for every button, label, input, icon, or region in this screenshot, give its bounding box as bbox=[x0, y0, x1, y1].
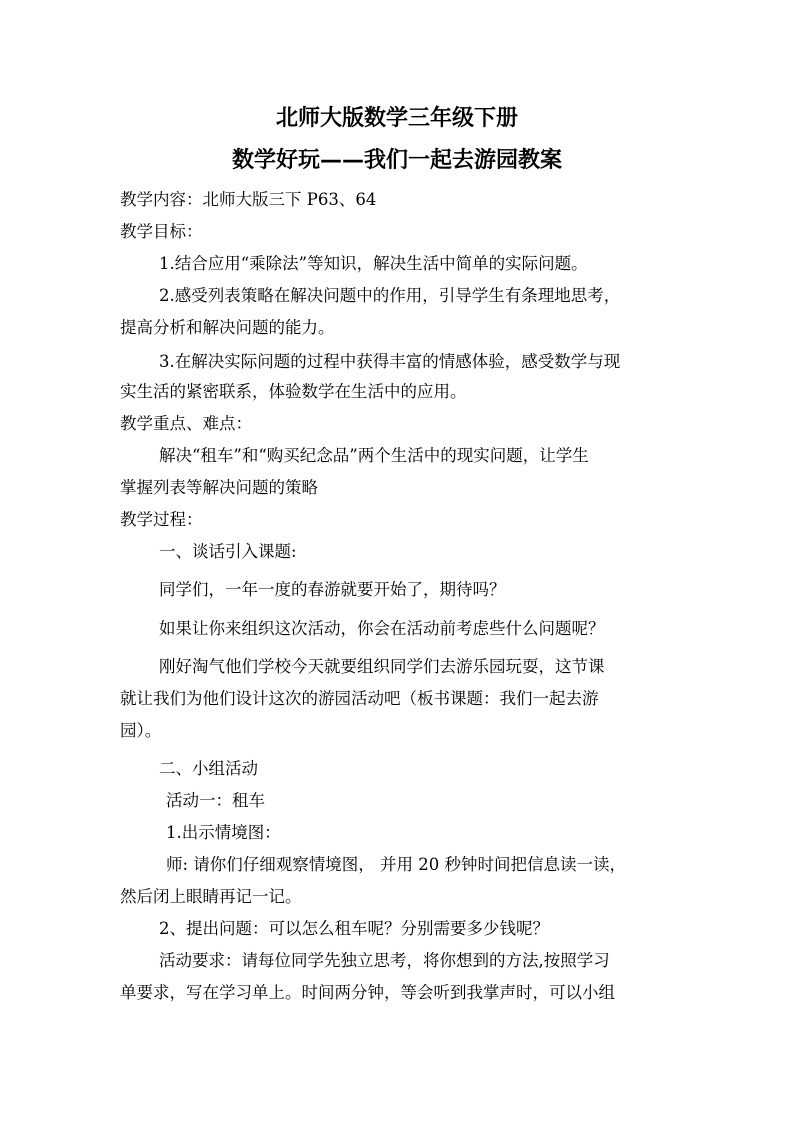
title-line-2: 数学好玩——我们一起去游园教案 bbox=[231, 148, 562, 173]
content-line: 活动要求：请每位同学先独立思考，将你想到的方法,按照学习 bbox=[159, 951, 610, 970]
content-line: 如果让你来组织这次活动，你会在活动前考虑些什么问题呢？ bbox=[159, 619, 605, 638]
content-line: 1.结合应用“乘除法”等知识，解决生活中简单的实际问题。 bbox=[159, 254, 588, 273]
content-line: 实生活的紧密联系，体验数学在生活中的应用。 bbox=[120, 382, 467, 401]
section-heading: 教学目标： bbox=[120, 222, 203, 241]
content-line: 活动一：租车 bbox=[166, 791, 265, 810]
section-heading: 教学重点、难点： bbox=[120, 414, 252, 433]
content-line: 教学内容：北师大版三下 P63、64 bbox=[120, 190, 377, 209]
content-line: 2、提出问题：可以怎么租车呢？分别需要多少钱呢？ bbox=[159, 919, 549, 938]
content-line: 然后闭上眼睛再记一记。 bbox=[120, 887, 302, 906]
content-line: 1.出示情境图： bbox=[166, 823, 281, 842]
content-line: 就让我们为他们设计这次的游园活动吧（板书课题：我们一起去游 bbox=[120, 689, 599, 708]
content-line: 一、谈话引入课题: bbox=[159, 542, 297, 561]
content-line: 刚好淘气他们学校今天就要组织同学们去游乐园玩耍，这节课 bbox=[159, 657, 605, 676]
content-line: 二、小组活动 bbox=[159, 759, 258, 778]
content-line: 单要求，写在学习单上。时间两分钟，等会听到我掌声时，可以小组 bbox=[120, 983, 615, 1002]
content-line: 3.在解决实际问题的过程中获得丰富的情感体验，感受数学与现 bbox=[159, 352, 621, 371]
content-line: 2.感受列表策略在解决问题中的作用，引导学生有条理地思考， bbox=[159, 286, 621, 305]
title-line-1: 北师大版数学三年级下册 bbox=[275, 106, 518, 131]
content-line: 提高分析和解决问题的能力。 bbox=[120, 318, 335, 337]
content-line: 师: 请你们仔细观察情境图， 并用 20 秒钟时间把信息读一读， bbox=[166, 855, 627, 874]
content-line: 同学们，一年一度的春游就要开始了，期待吗？ bbox=[159, 580, 506, 599]
content-line: 解决“租车”和“购买纪念品”两个生活中的现实问题，让学生 bbox=[159, 446, 589, 465]
content-line: 掌握列表等解决问题的策略 bbox=[120, 478, 318, 497]
content-line: 园）。 bbox=[120, 721, 162, 740]
section-heading: 教学过程： bbox=[120, 510, 203, 529]
